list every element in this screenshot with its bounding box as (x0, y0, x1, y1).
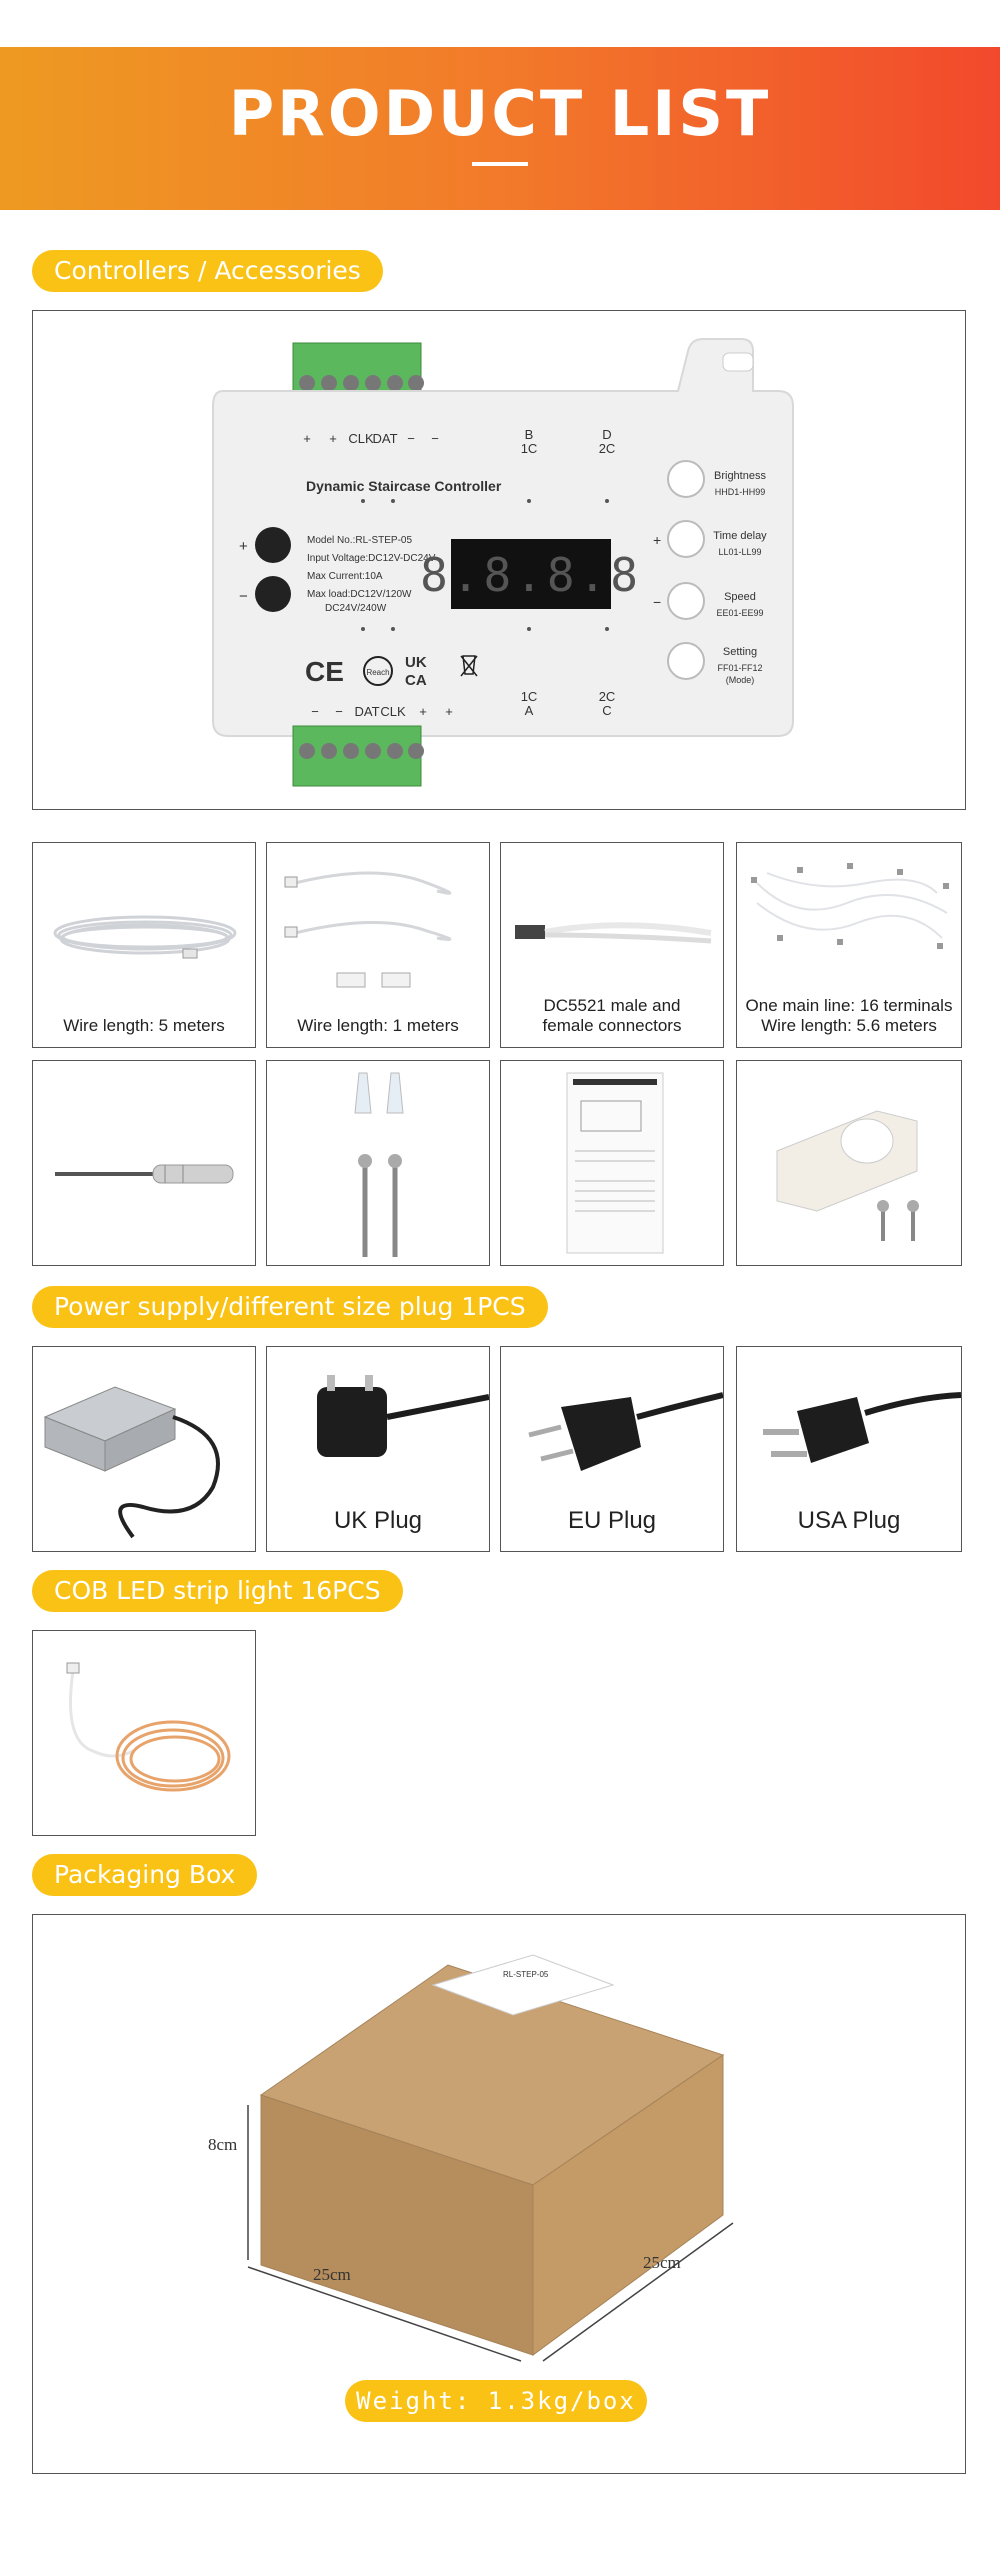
btn-mode-setting: (Mode) (725, 675, 755, 685)
accessory-dc-connectors (500, 842, 724, 1048)
caption-line-1: DC5521 male and (543, 996, 681, 1015)
plug-label: UK Plug (333, 1507, 423, 1534)
time-delay-button (668, 521, 704, 557)
led-display-digits: 8.8.8.8 (420, 548, 642, 602)
bottom-term-5: + (419, 704, 427, 719)
spec-model: Model No.:RL-STEP-05 (307, 535, 413, 546)
dim-depth: 25cm (643, 2253, 681, 2272)
spec-input: Input Voltage:DC12V-DC24V (307, 553, 436, 564)
caption: Wire length: 1 meters (297, 1016, 459, 1035)
top-term-5: − (407, 431, 415, 446)
screwdriver-icon (33, 1061, 256, 1266)
bottom-term-3: DAT (354, 704, 380, 719)
plug-label: EU Plug (567, 1507, 657, 1534)
accessory-1m-wire (266, 842, 490, 1048)
page-title: PRODUCT LIST (228, 77, 772, 150)
caption-line-1: One main line: 16 terminals (745, 996, 953, 1015)
box-label-text: RL-STEP-05 (503, 1970, 549, 1979)
btn-range-brightness: HHD1-HH99 (714, 487, 766, 497)
section-label-cob: COB LED strip light 16PCS (32, 1570, 403, 1612)
top-term-2: + (329, 431, 337, 446)
port-2c-bottom-label: 2C (598, 689, 616, 704)
mounting-clip-icon (737, 1061, 962, 1266)
bottom-term-4: CLK (380, 704, 406, 719)
cob-strip-box (32, 1630, 256, 1836)
top-term-1: + (303, 431, 311, 446)
port-d-label: D (602, 427, 612, 442)
dim-height: 8cm (208, 2135, 238, 2154)
minus-sign: − (239, 588, 248, 605)
btn-range-speed: EE01-EE99 (716, 608, 764, 618)
btn-label-speed: Speed (724, 591, 756, 603)
accessory-anchors-screws (266, 1060, 490, 1266)
plug-label: USA Plug (797, 1507, 901, 1534)
bottom-term-6: + (445, 704, 453, 719)
port-2c-top-label: 2C (598, 441, 616, 456)
header-banner (0, 47, 1000, 210)
controller-image-box (32, 310, 966, 810)
port-c-label: C (602, 703, 612, 718)
accessory-screwdriver (32, 1060, 256, 1266)
speed-button (668, 583, 704, 619)
dim-width: 25cm (313, 2265, 351, 2284)
section-label-packaging: Packaging Box (32, 1854, 257, 1896)
top-term-4: DAT (372, 431, 398, 446)
top-term-6: − (431, 431, 439, 446)
plus-sign: + (239, 538, 248, 555)
btn-label-time-delay: Time delay (713, 530, 767, 542)
spec-current: Max Current:10A (307, 571, 383, 582)
controller-illustration (33, 311, 966, 810)
btn-range-setting: FF01-FF12 (717, 663, 763, 673)
ukca-ca: CA (405, 672, 427, 689)
minus-button-sign: − (653, 594, 662, 610)
section-label-controllers: Controllers / Accessories (32, 250, 383, 292)
port-b-label: B (524, 427, 534, 442)
bottom-term-2: − (335, 704, 343, 719)
caption-line-2: female connectors (542, 1016, 682, 1035)
top-term-3: CLK (348, 431, 374, 446)
accessory-manual (500, 1060, 724, 1266)
cob-strip-icon (33, 1631, 256, 1836)
spec-load2: DC24V/240W (325, 603, 387, 614)
power-supply-icon (33, 1347, 256, 1552)
brightness-button (668, 461, 704, 497)
uk-plug-box (266, 1346, 490, 1552)
bottom-term-1: − (311, 704, 319, 719)
accessory-clip (736, 1060, 962, 1266)
ukca-uk: UK (405, 654, 427, 671)
manual-icon (501, 1061, 724, 1266)
eu-plug-box (500, 1346, 724, 1552)
controller-name: Dynamic Staircase Controller (306, 478, 502, 494)
port-1c-top-label: 1C (520, 441, 538, 456)
btn-range-time-delay: LL01-LL99 (718, 547, 762, 557)
reach-label: Reach (366, 668, 390, 677)
section-label-power: Power supply/different size plug 1PCS (32, 1286, 548, 1328)
left-knob-top (255, 527, 291, 563)
usa-plug-box (736, 1346, 962, 1552)
ce-mark: CE (305, 656, 344, 687)
port-1c-bottom-label: 1C (520, 689, 538, 704)
left-knob-bottom (255, 576, 291, 612)
setting-button (668, 643, 704, 679)
title-underline (472, 162, 528, 166)
btn-label-setting: Setting (722, 646, 758, 658)
plus-button-sign: + (653, 532, 662, 548)
accessory-main-line (736, 842, 962, 1048)
controller-body (213, 339, 793, 736)
btn-label-brightness: Brightness (714, 470, 766, 482)
caption: Wire length: 5 meters (63, 1016, 225, 1035)
port-a-label: A (524, 703, 534, 718)
power-supply-box (32, 1346, 256, 1552)
accessory-5m-wire (32, 842, 256, 1048)
wall-anchor-icon (267, 1061, 490, 1266)
spec-load1: Max load:DC12V/120W (307, 589, 412, 600)
caption-line-2: Wire length: 5.6 meters (761, 1016, 937, 1035)
weight-badge: Weight: 1.3kg/box (345, 2380, 647, 2422)
